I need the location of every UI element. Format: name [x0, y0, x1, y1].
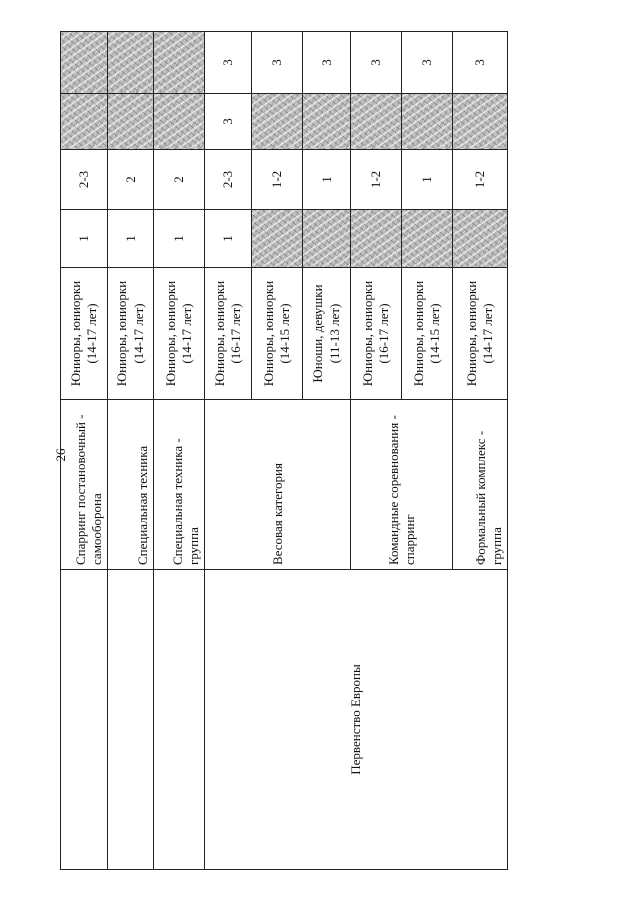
shaded-cell [61, 32, 108, 94]
shaded-cell [107, 32, 154, 94]
value-cell: 3 [351, 32, 402, 94]
shaded-cell [402, 94, 453, 150]
discipline-cell: Специальная техника [107, 400, 154, 570]
age-group-cell: Юниоры, юниорки (14-17 лет) [107, 268, 154, 400]
shaded-cell [251, 210, 302, 268]
value-cell: 3 [402, 32, 453, 94]
shaded-cell [453, 94, 508, 150]
value-cell: 2-3 [205, 150, 252, 210]
table-row [205, 32, 252, 870]
shaded-cell [302, 94, 351, 150]
shaded-cell [302, 210, 351, 268]
shaded-cell [154, 32, 205, 94]
shaded-cell [251, 94, 302, 150]
discipline-cell: Командные соревнования - спарринг [351, 400, 453, 570]
value-cell: 1 [205, 210, 252, 268]
discipline-cell: Формальный комплекс - группа [453, 400, 508, 570]
value-cell: 3 [302, 32, 351, 94]
value-cell: 1 [402, 150, 453, 210]
value-cell: 2 [107, 150, 154, 210]
value-cell: 1-2 [453, 150, 508, 210]
competition-cell [154, 570, 205, 870]
results-table [60, 31, 508, 870]
table-row [154, 32, 205, 870]
value-cell: 1 [302, 150, 351, 210]
shaded-cell [402, 210, 453, 268]
discipline-cell: Спарринг постановочный - самооборона [61, 400, 108, 570]
age-group-cell: Юниоры, юниорки (16-17 лет) [205, 268, 252, 400]
rotated-table-wrapper [60, 32, 508, 870]
competition-name: Первенство Европы [205, 570, 508, 870]
shaded-cell [61, 94, 108, 150]
age-group-cell: Юниоры, юниорки (14-17 лет) [61, 268, 108, 400]
shaded-cell [351, 210, 402, 268]
value-cell: 2 [154, 150, 205, 210]
discipline-cell: Весовая категория [205, 400, 351, 570]
age-group-cell: Юниоры, юниорки (14-15 лет) [402, 268, 453, 400]
age-group-cell: Юниоры, юниорки (14-17 лет) [154, 268, 205, 400]
table-row [107, 32, 154, 870]
value-cell: 3 [453, 32, 508, 94]
shaded-cell [107, 94, 154, 150]
page-number: 26 [53, 448, 68, 462]
value-cell: 1 [154, 210, 205, 268]
age-group-cell: Юноши, девушки (11-13 лет) [302, 268, 351, 400]
shaded-cell [154, 94, 205, 150]
table-row [61, 32, 108, 870]
age-group-cell: Юниоры, юниорки (14-15 лет) [251, 268, 302, 400]
value-cell: 1-2 [351, 150, 402, 210]
value-cell: 3 [205, 32, 252, 94]
age-group-cell: Юниоры, юниорки (14-17 лет) [453, 268, 508, 400]
value-cell: 1-2 [251, 150, 302, 210]
value-cell: 1 [107, 210, 154, 268]
shaded-cell [453, 210, 508, 268]
value-cell: 1 [61, 210, 108, 268]
value-cell: 3 [251, 32, 302, 94]
discipline-cell: Специальная техника - группа [154, 400, 205, 570]
shaded-cell [351, 94, 402, 150]
competition-cell [61, 570, 108, 870]
competition-cell [107, 570, 154, 870]
age-group-cell: Юниоры, юниорки (16-17 лет) [351, 268, 402, 400]
value-cell: 2-3 [61, 150, 108, 210]
value-cell: 3 [205, 94, 252, 150]
